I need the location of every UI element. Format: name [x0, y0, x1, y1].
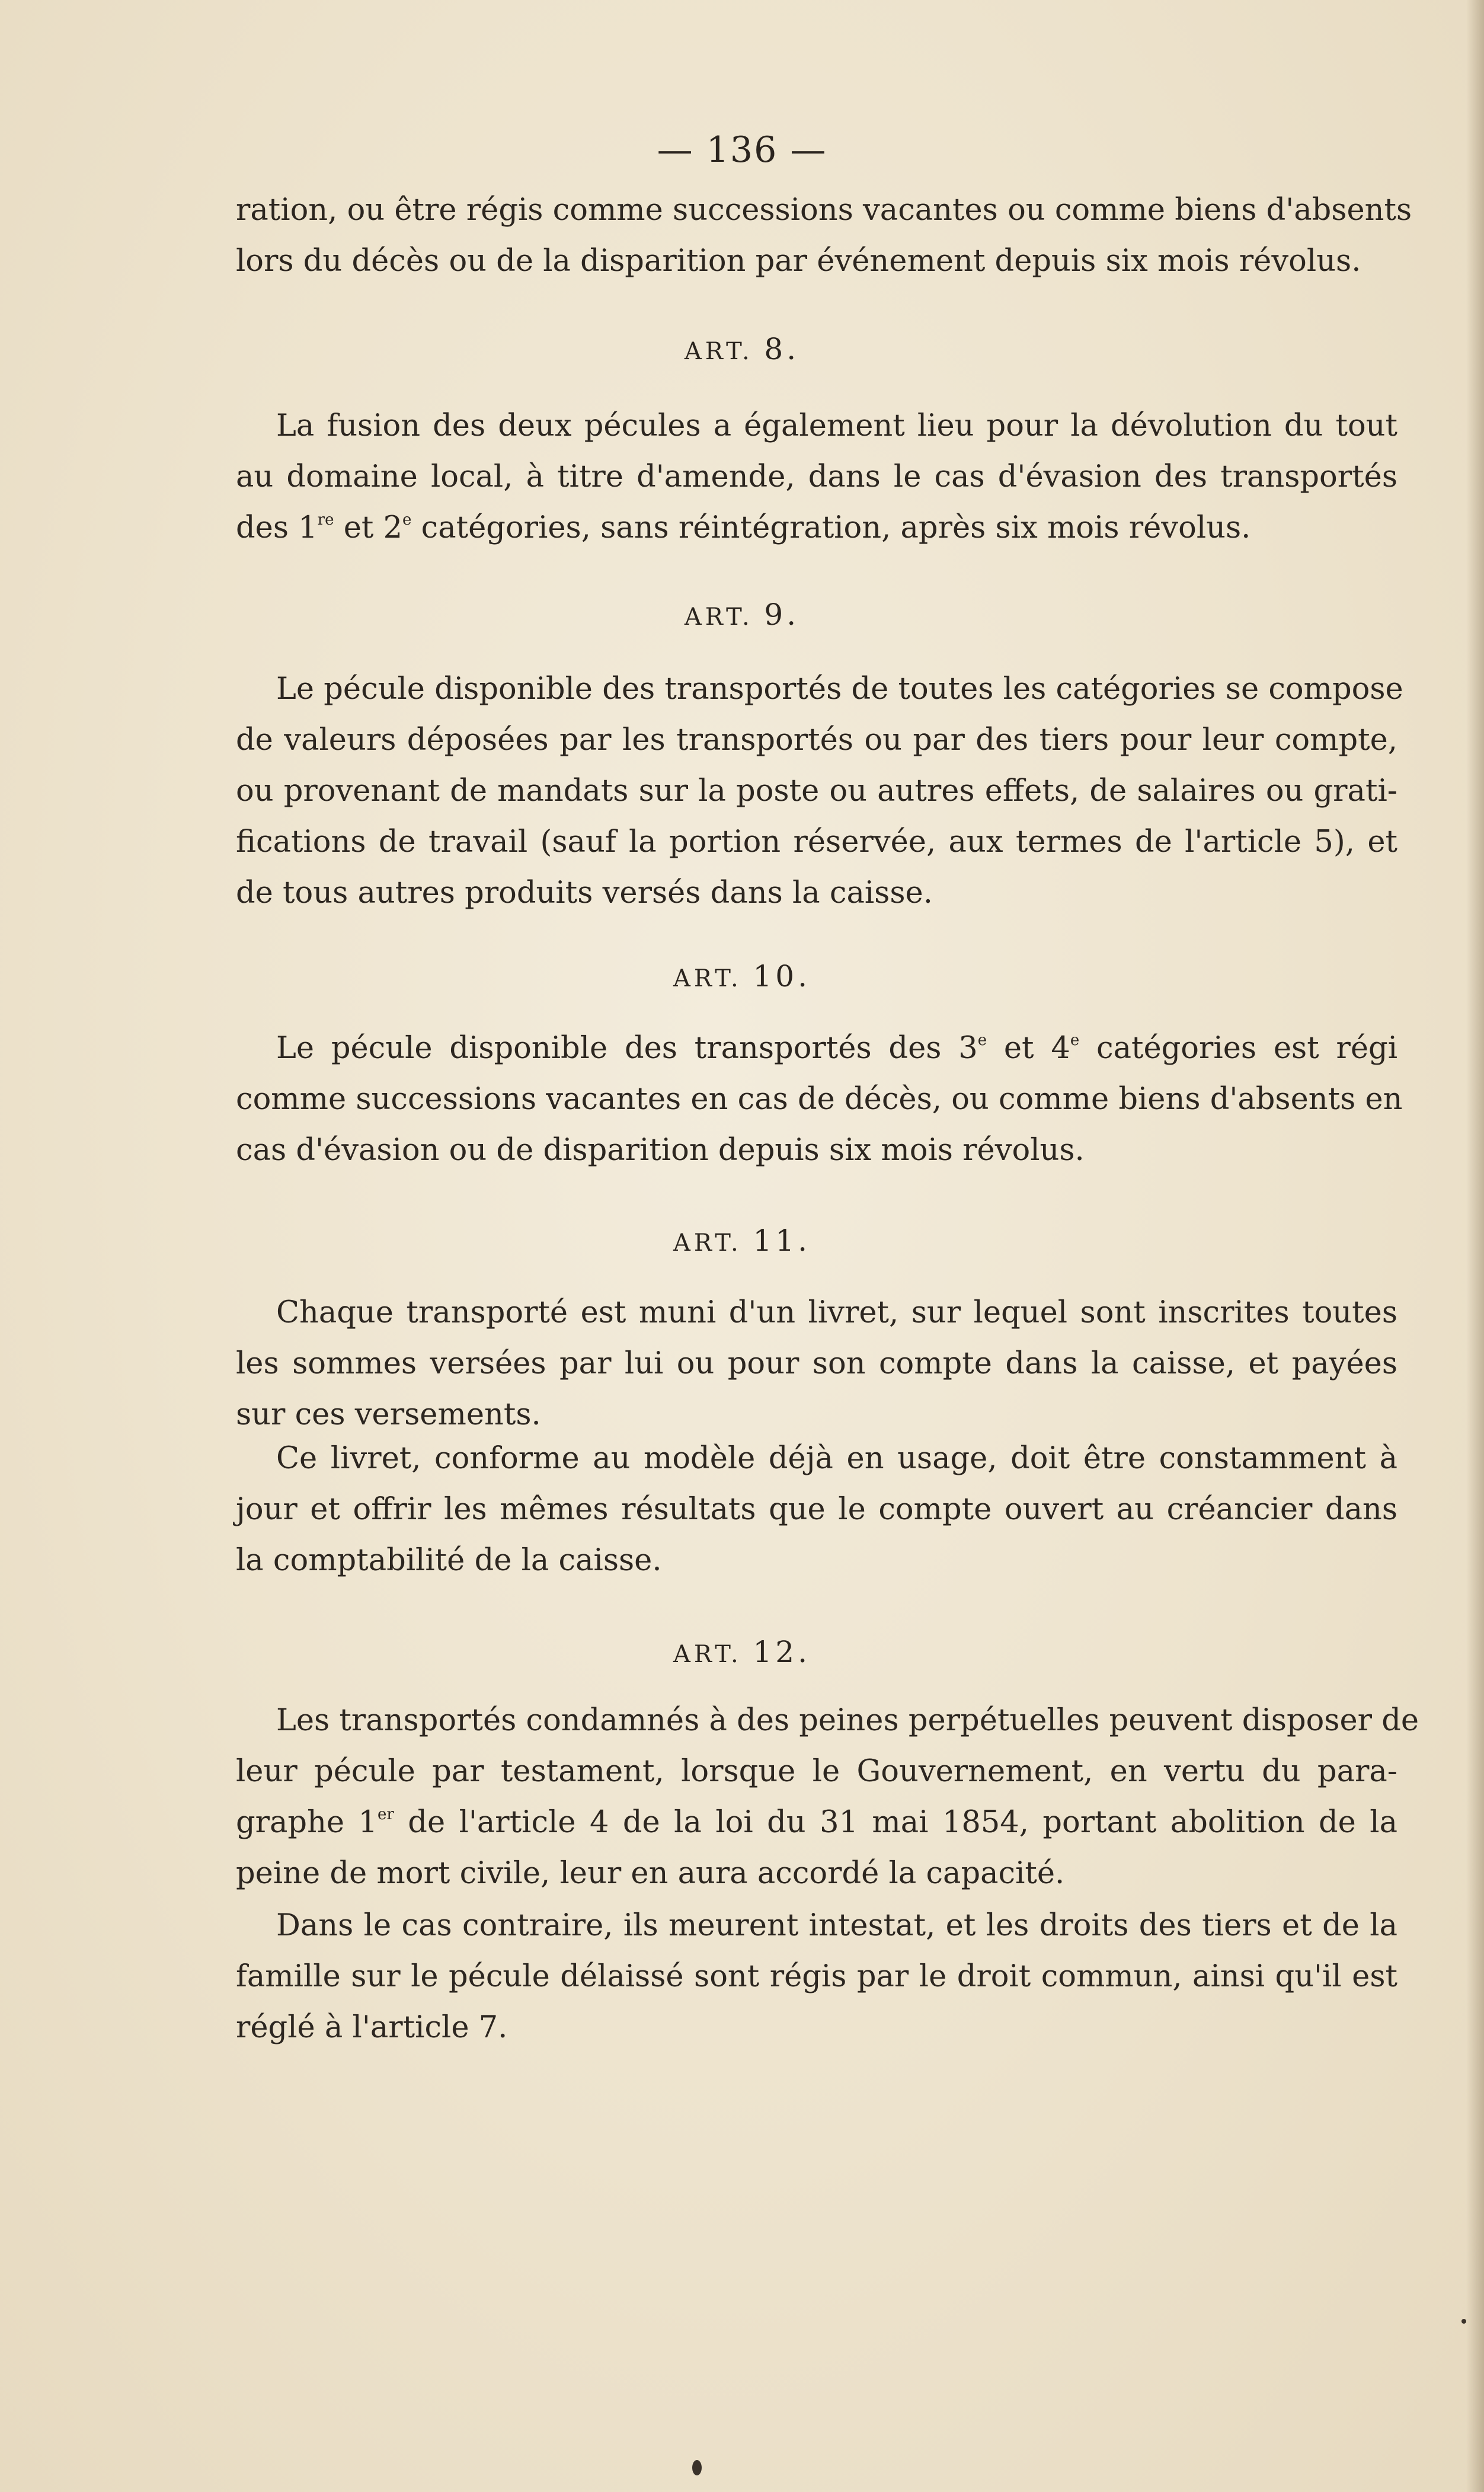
article-8-heading [0, 332, 1484, 366]
text-line: sur ces versements. [236, 1397, 541, 1432]
text-fragment: catégories est régi [1079, 1031, 1398, 1066]
article-label: ART. [684, 338, 753, 365]
article-8-paragraph [236, 401, 1397, 554]
article-12-paragraph-2 [236, 1900, 1397, 2053]
intro-paragraph [236, 185, 1412, 287]
text-line: fications de travail (sauf la portion réservée, aux termes de l'article 5), et [236, 825, 1397, 860]
text-line [236, 1023, 1397, 1074]
text-line: Chaque transporté est muni d'un livret, sur lequel sont inscrites toutes [276, 1295, 1397, 1330]
page-number: — 136 — [657, 129, 827, 171]
text-line: la comptabilité de la caisse. [236, 1543, 662, 1578]
article-10-paragraph [236, 1023, 1403, 1176]
text-line: ration, ou être régis comme successions vacantes ou comme biens d'absents [236, 193, 1412, 228]
text-fragment: graphe 1 [236, 1805, 378, 1840]
text-line: Ce livret, conforme au modèle déjà en usage, doit être constamment à [276, 1441, 1397, 1476]
ink-mark [692, 2460, 702, 2475]
article-11-paragraph-2 [236, 1433, 1397, 1586]
article-11-paragraph-1 [236, 1287, 1397, 1440]
text-line: jour et offrir les mêmes résultats que le compte ouvert au créancier dans [236, 1492, 1397, 1527]
text-line: leur pécule par testament, lorsque le Gouvernement, en vertu du para- [236, 1754, 1397, 1789]
text-fragment: catégories, sans réintégration, après six mois révolus. [411, 510, 1251, 545]
text-line: de tous autres produits versés dans la caisse. [236, 876, 933, 910]
superscript: e [1070, 1031, 1080, 1049]
article-number: 12. [753, 1635, 811, 1669]
text-fragment: et 2 [334, 510, 403, 545]
superscript: re [317, 511, 334, 529]
text-line: Les transportés condamnés à des peines perpétuelles peuvent disposer de [276, 1703, 1419, 1738]
text-line: de valeurs déposées par les transportés ou par des tiers pour leur compte, [236, 723, 1397, 758]
article-12-heading [0, 1635, 1484, 1669]
superscript: e [977, 1031, 987, 1049]
text-line: comme successions vacantes en cas de décès, ou comme biens d'absents en [236, 1082, 1403, 1117]
text-line: au domaine local, à titre d'amende, dans le cas d'évasion des transportés [236, 459, 1397, 494]
text-line [236, 1797, 1397, 1848]
text-line: Dans le cas contraire, ils meurent intestat, et les droits des tiers et de la [276, 1908, 1397, 1943]
superscript: e [402, 511, 412, 529]
text-fragment: Le pécule disponible des transportés des 3 [276, 1031, 978, 1066]
ink-mark [1461, 2319, 1466, 2324]
article-label: ART. [684, 603, 753, 631]
superscript: er [378, 1806, 394, 1823]
article-label: ART. [673, 965, 742, 992]
text-line [236, 503, 1397, 554]
text-line: peine de mort civile, leur en aura accordé la capacité. [236, 1856, 1065, 1891]
text-line: les sommes versées par lui ou pour son compte dans la caisse, et payées [236, 1346, 1397, 1381]
article-number: 8. [764, 332, 800, 366]
text-line: lors du décès ou de la disparition par événement depuis six mois révolus. [236, 244, 1361, 279]
text-fragment: et 4 [987, 1031, 1070, 1066]
text-line: La fusion des deux pécules a également lieu pour la dévolution du tout [276, 408, 1397, 443]
text-line: ou provenant de mandats sur la poste ou autres effets, de salaires ou grati- [236, 774, 1397, 809]
article-label: ART. [673, 1641, 742, 1668]
article-9-paragraph [236, 664, 1403, 919]
text-line: famille sur le pécule délaissé sont régis par le droit commun, ainsi qu'il est [236, 1959, 1397, 1994]
text-line: réglé à l'article 7. [236, 2010, 508, 2045]
text-fragment: de l'article 4 de la loi du 31 mai 1854, portant abolition de la [394, 1805, 1397, 1840]
article-label: ART. [673, 1229, 742, 1257]
article-11-heading [0, 1223, 1484, 1258]
text-line: cas d'évasion ou de disparition depuis six mois révolus. [236, 1133, 1085, 1168]
article-12-paragraph-1 [236, 1695, 1419, 1899]
article-9-heading [0, 598, 1484, 632]
article-number: 10. [753, 959, 811, 993]
text-fragment: des 1 [236, 510, 318, 545]
article-10-heading [0, 959, 1484, 993]
article-number: 11. [753, 1223, 811, 1258]
text-line: Le pécule disponible des transportés de toutes les catégories se compose [276, 672, 1403, 707]
article-number: 9. [764, 598, 800, 632]
